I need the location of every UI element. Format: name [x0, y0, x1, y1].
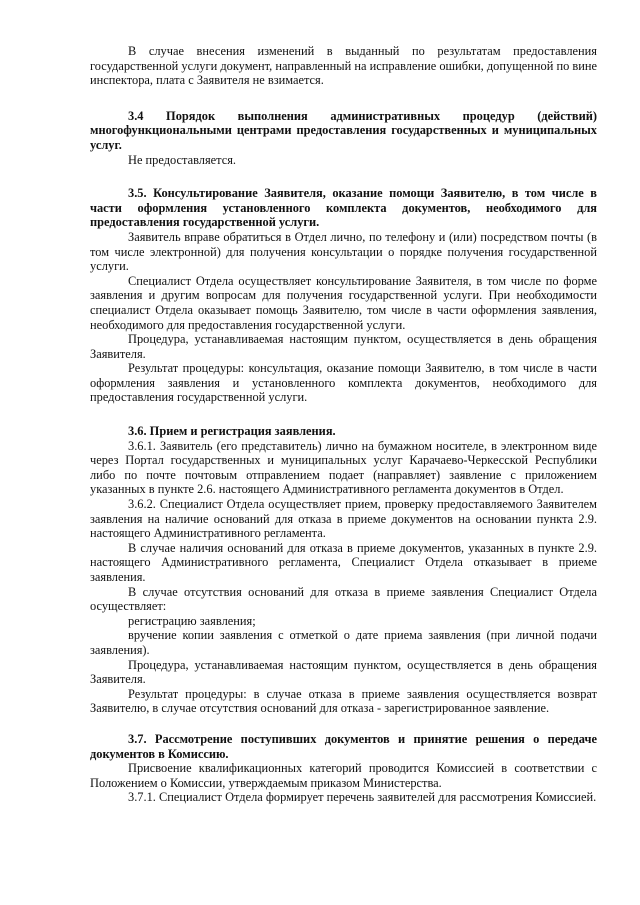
paragraph-fee-note: В случае внесения изменений в выданный по результатам предоставления государственной услуги документ, направленный на исправление ошибки, допущенной по вине инспектора, плата с Заявителя не взимается. [90, 44, 597, 88]
paragraph-procedure-same-day: Процедура, устанавливаемая настоящим пунктом, осуществляется в день обращения Заявителя. [90, 332, 597, 361]
paragraph-specialist-consults: Специалист Отдела осуществляет консультирование Заявителя, в том числе по форме заявления и другим вопросам для получения государственной услуги. При необходимости специалист Отдела оказывает помощь Заявителю, том числе в части оформления заявления, необходимого для предоставления государственной услуги. [90, 273, 597, 332]
paragraph-procedure-result: Результат процедуры: консультация, оказание помощи Заявителю, в том числе в части оформления заявления и установленного комплекта документов, необходимого для предоставления государственной услуги. [90, 361, 597, 405]
paragraph-refusal-grounds: В случае наличия оснований для отказа в приеме документов, указанных в пункте 2.9. настоящего Административного регламента, Специалист Отдела отказывает в приеме заявления. [90, 540, 597, 584]
paragraph-3-6-1: 3.6.1. Заявитель (его представитель) лично на бумажном носителе, в электронном виде через Портал государственных и муниципальных услуг Карачаево-Черкесской Республики либо по почте почтовым отправлением подает (направляет) заявление с приложением указанных в пункте 2.6. настоящего Административного регламента документов в Отдел. [90, 438, 597, 497]
section-heading-3-5: 3.5. Консультирование Заявителя, оказание помощи Заявителю, в том числе в части оформления установленного комплекта документов, необходимого для предоставления государственной услуги. [90, 186, 597, 230]
list-item-copy-delivery: вручение копии заявления с отметкой о дате приема заявления (при личной подачи заявления). [90, 628, 597, 657]
paragraph-not-provided: Не предоставляется. [128, 152, 237, 167]
paragraph-no-refusal-grounds: В случае отсутствия оснований для отказа в приеме заявления Специалист Отдела осуществляет: [90, 584, 597, 614]
section-heading-3-6: 3.6. Прием и регистрация заявления. [128, 424, 336, 439]
paragraph-applicant-may-contact: Заявитель вправе обратиться в Отдел лично, по телефону и (или) посредством почты (в том числе электронной) для получения консультации о порядке получения государственной услуги. [90, 229, 597, 274]
paragraph-procedure-same-day-2: Процедура, устанавливаемая настоящим пунктом, осуществляется в день обращения Заявителя. [90, 657, 597, 687]
paragraph-3-7-1: 3.7.1. Специалист Отдела формирует перечень заявителей для рассмотрения Комиссией. [128, 790, 597, 805]
section-heading-3-4: 3.4 Порядок выполнения административных процедур (действий) многофункциональными центрами предоставления государственных и муниципальных услуг. [90, 108, 597, 152]
paragraph-procedure-result-2: Результат процедуры: в случае отказа в приеме заявления осуществляется возврат Заявителю, в случае отсутствия оснований для отказа - зарегистрированное заявление. [90, 686, 597, 716]
list-item-registration: регистрацию заявления; [128, 613, 256, 628]
section-heading-3-7: 3.7. Рассмотрение поступивших документов и принятие решения о передаче документов в Комиссию. [90, 731, 597, 761]
paragraph-3-6-2: 3.6.2. Специалист Отдела осуществляет прием, проверку предоставляемого Заявителем заявления на наличие оснований для отказа в приеме документов на основании пункта 2.9. настоящего Административного регламента. [90, 497, 597, 541]
paragraph-qualification-categories: Присвоение квалификационных категорий проводится Комиссией в соответствии с Положением о Комиссии, утверждаемым приказом Министерства. [90, 761, 597, 790]
